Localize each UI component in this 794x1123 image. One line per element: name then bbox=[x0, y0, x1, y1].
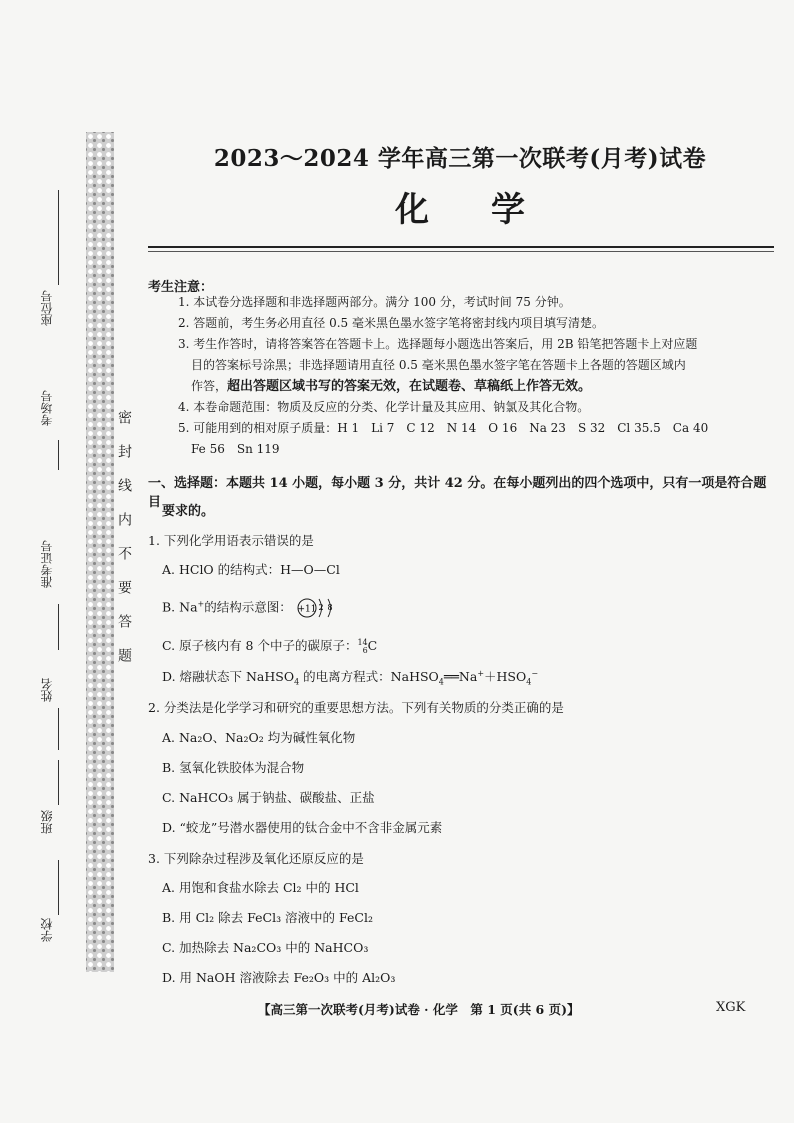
q1c-z: 6 bbox=[362, 645, 368, 655]
q1b-suffix: 的结构示意图： bbox=[204, 599, 292, 615]
class-label: 班级 bbox=[40, 810, 54, 834]
notice-item-3: 3. 考生作答时，请将答案答在答题卡上。选择题每小题选出答案后，用 2B 铅笔把答题卡上对应题 bbox=[178, 337, 698, 351]
q1d-mid: 的电离方程式：NaHSO bbox=[299, 669, 439, 684]
notice-item-5: 5. 可能用到的相对原子质量：H 1 Li 7 C 12 N 14 O 16 Na 23 S 32 Cl 35.5 Ca 40 bbox=[178, 421, 709, 435]
question-2-stem: 2. 分类法是化学学习和研究的重要思想方法。下列有关物质的分类正确的是 bbox=[148, 700, 564, 715]
exam-room-line bbox=[58, 440, 59, 470]
question-1-option-b bbox=[162, 596, 336, 620]
q1b-sup: + bbox=[197, 599, 205, 609]
name-line bbox=[58, 708, 59, 750]
exam-title: 2023～2024 学年高三第一次联考(月考)试卷 bbox=[213, 145, 707, 172]
question-3-option-b: B. 用 Cl₂ 除去 FeCl₃ 溶液中的 FeCl₂ bbox=[162, 910, 373, 925]
header-rule-thin bbox=[148, 251, 774, 252]
atom-nucleus-label: +11 bbox=[297, 604, 317, 615]
q1d-sup2: − bbox=[531, 668, 539, 678]
q1c-mass: 14 bbox=[357, 637, 368, 647]
question-2-option-b: B. 氢氧化铁胶体为混合物 bbox=[162, 760, 305, 775]
q1d-sub2: 4 bbox=[438, 677, 444, 687]
binding-warning: 密封线内不要答题 bbox=[116, 410, 132, 682]
name-label: 姓名 bbox=[40, 678, 54, 702]
notice-item-3-cont: 目的答案标号涂黑；非选择题请用直径 0.5 毫米黑色墨水签字笔在答题卡上各题的答题区域内 bbox=[191, 358, 686, 372]
exam-room-label: 考场号 bbox=[40, 390, 54, 426]
question-3-stem: 3. 下列除杂过程涉及氧化还原反应的是 bbox=[148, 851, 364, 866]
section-heading-cont: 要求的。 bbox=[162, 504, 215, 519]
q1b-prefix: B. Na bbox=[162, 599, 198, 615]
question-2-option-d: D. “蛟龙”号潜水器使用的钛合金中不含非金属元素 bbox=[162, 820, 443, 835]
exam-room-field[interactable] bbox=[38, 360, 78, 470]
school-label: 学校 bbox=[40, 918, 54, 942]
notice-item-3-end bbox=[191, 376, 768, 397]
notice-emphasis: 超出答题区域书写的答案无效，在试题卷、草稿纸上作答无效。 bbox=[227, 379, 592, 394]
atom-shell-1: 2 bbox=[318, 603, 324, 612]
question-1-option-a: A. HClO 的结构式：H—O—Cl bbox=[162, 562, 340, 577]
q1d-sup1: + bbox=[477, 668, 485, 678]
q1d-sub3: 4 bbox=[526, 677, 532, 687]
school-line bbox=[58, 860, 59, 915]
sodium-ion-structure-diagram bbox=[296, 596, 336, 620]
notice-item-1: 1. 本试卷分选择题和非选择题两部分。满分 100 分，考试时间 75 分钟。 bbox=[178, 295, 571, 309]
admission-number-line bbox=[58, 604, 59, 650]
notice-item-5-cont: Fe 56 Sn 119 bbox=[191, 442, 280, 456]
q1c-prefix: C. 原子核内有 8 个中子的碳原子： bbox=[162, 638, 358, 653]
paper-code: XGK bbox=[716, 1000, 746, 1015]
school-field[interactable] bbox=[38, 860, 78, 970]
notice-item-4: 4. 本卷命题范围：物质及反应的分类、化学计量及其应用、钠氯及其化合物。 bbox=[178, 400, 590, 414]
exam-subject: 化学 bbox=[395, 190, 587, 230]
question-3-option-d: D. 用 NaOH 溶液除去 Fe₂O₃ 中的 Al₂O₃ bbox=[162, 970, 396, 985]
seat-number-field[interactable] bbox=[38, 190, 78, 350]
question-1-option-c bbox=[162, 636, 377, 655]
seat-number-label: 座位号 bbox=[40, 290, 54, 326]
admission-number-field[interactable] bbox=[38, 540, 78, 650]
atom-shell-2: 8 bbox=[327, 603, 333, 612]
section-heading: 一、选择题：本题共 14 小题，每小题 3 分，共计 42 分。在每小题列出的四个选项中，只有一项是符合题目 bbox=[148, 476, 767, 510]
class-line bbox=[58, 760, 59, 805]
question-1-stem: 1. 下列化学用语表示错误的是 bbox=[148, 533, 314, 548]
name-field[interactable] bbox=[38, 660, 78, 750]
header-rule bbox=[148, 246, 774, 248]
q1d-eq: ══Na bbox=[443, 669, 478, 684]
class-field[interactable] bbox=[38, 760, 78, 870]
notice-heading: 考生注意： bbox=[148, 280, 214, 295]
question-3-option-a: A. 用饱和食盐水除去 Cl₂ 中的 HCl bbox=[162, 880, 359, 895]
q1c-symbol: C bbox=[367, 638, 378, 653]
question-3-option-c: C. 加热除去 Na₂CO₃ 中的 NaHCO₃ bbox=[162, 940, 369, 955]
q1d-sub1: 4 bbox=[294, 677, 300, 687]
question-1-option-d bbox=[162, 667, 538, 687]
question-2-option-c: C. NaHCO₃ 属于钠盐、碳酸盐、正盐 bbox=[162, 790, 375, 805]
q1c-isotope bbox=[357, 639, 367, 655]
seat-number-line bbox=[58, 190, 59, 285]
q1d-prefix: D. 熔融状态下 NaHSO bbox=[162, 669, 295, 684]
question-2-option-a: A. Na₂O、Na₂O₂ 均为碱性氧化物 bbox=[162, 730, 356, 745]
page-footer: 【高三第一次联考(月考)试卷 · 化学 第 1 页(共 6 页)】 bbox=[258, 1002, 580, 1017]
notice-item-3-tail: 作答， bbox=[191, 379, 228, 393]
binding-strip bbox=[86, 132, 114, 972]
q1d-plus: ＋HSO bbox=[484, 669, 527, 684]
admission-number-label: 准考证号 bbox=[40, 540, 54, 588]
notice-item-2: 2. 答题前，考生务必用直径 0.5 毫米黑色墨水签字笔将密封线内项目填写清楚。 bbox=[178, 316, 604, 330]
